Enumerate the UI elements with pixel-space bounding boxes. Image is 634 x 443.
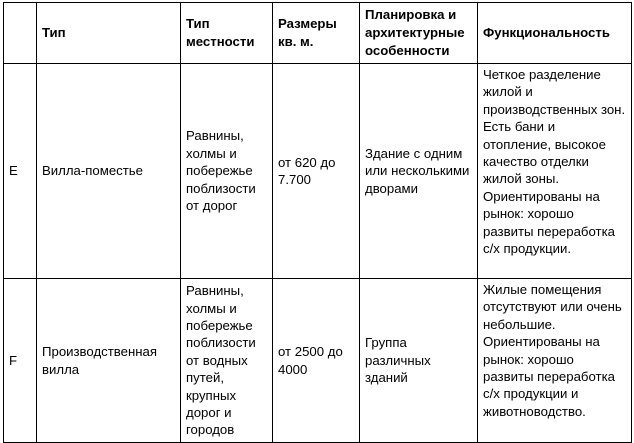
header-function: Функциональность <box>478 3 632 64</box>
cell-terrain: Равнины, холмы и побережье поблизости от водных путей, крупных дорог и городов <box>181 279 273 443</box>
table-header-row <box>4 3 632 64</box>
header-terrain: Тип местности <box>181 3 273 64</box>
header-layout: Планировка и архитектурные особенности <box>360 3 478 64</box>
cell-function: Жилые помещения отсутствуют или очень небольшие. Ориентированы на рынок: хорошо развиты переработка с/х продукции и животноводство. <box>478 279 632 443</box>
cell-type: Производственная вилла <box>37 279 181 443</box>
cell-terrain: Равнины, холмы и побережье поблизости от дорог <box>181 64 273 279</box>
header-size: Размеры кв. м. <box>273 3 360 64</box>
cell-function: Четкое разделение жилой и производственных зон. Есть бани и отопление, высокое качество отделки жилой зоны. Ориентированы на рынок: хорошо развиты переработка с/х продукции. <box>478 64 632 279</box>
cell-code: E <box>4 64 37 279</box>
table-row <box>4 279 632 443</box>
table-row <box>4 64 632 279</box>
cell-code: F <box>4 279 37 443</box>
cell-size: от 620 до 7.700 <box>273 64 360 279</box>
cell-layout: Группа различных зданий <box>360 279 478 443</box>
header-code <box>4 3 37 64</box>
cell-size: от 2500 до 4000 <box>273 279 360 443</box>
cell-layout: Здание с одним или несколькими дворами <box>360 64 478 279</box>
cell-type: Вилла-поместье <box>37 64 181 279</box>
header-type: Тип <box>37 3 181 64</box>
villa-types-table <box>3 2 632 443</box>
